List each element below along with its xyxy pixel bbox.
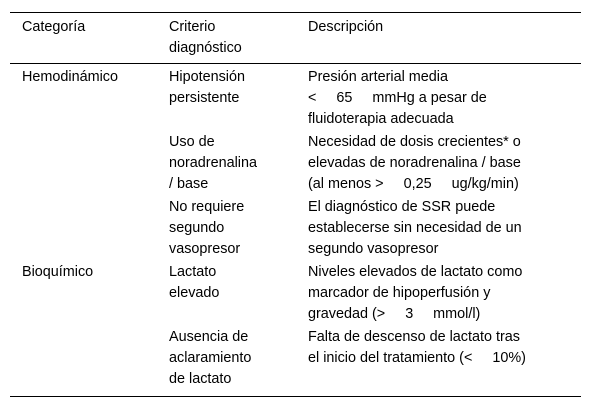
row5-criterion-line: aclaramiento [169, 350, 252, 366]
row1-criterion [169, 67, 245, 109]
header-criterio-line2: diagnóstico [169, 40, 242, 56]
row2-criterion-line: noradrenalina [169, 155, 258, 171]
header-criterio [169, 17, 242, 59]
row4-description-line: marcador de hipoperfusión y [308, 285, 491, 301]
row4-description [308, 262, 522, 325]
row1-criterion-line: persistente [169, 90, 240, 106]
row3-description-line: segundo vasopresor [308, 241, 439, 257]
row1-description-line: Presión arterial media [308, 69, 448, 85]
row1-description-line: < 65 mmHg a pesar de [308, 90, 487, 106]
row5-criterion-line: de lactato [169, 371, 232, 387]
row2-criterion-line: Uso de [169, 134, 215, 150]
row5-description-line: Falta de descenso de lactato tras [308, 329, 520, 345]
row3-criterion-line: vasopresor [169, 241, 241, 257]
row3-description-line: establecerse sin necesidad de un [308, 220, 522, 236]
row2-criterion [169, 132, 257, 195]
header-criterio-line1: Criterio [169, 19, 216, 35]
table-bottom-rule [10, 396, 581, 397]
row5-description-line: el inicio del tratamiento (< 10%) [308, 350, 526, 366]
row1-description [308, 67, 487, 130]
row5-description [308, 327, 526, 369]
row2-description-line: (al menos > 0,25 ug/kg/min) [308, 176, 519, 192]
row2-criterion-line: / base [169, 176, 209, 192]
row3-description-line: El diagnóstico de SSR puede [308, 199, 496, 215]
row4-criterion [169, 262, 219, 304]
table-top-rule [10, 12, 581, 13]
row3-criterion-line: No requiere [169, 199, 245, 215]
row5-criterion-line: Ausencia de [169, 329, 249, 345]
row1-category: Hemodinámico [22, 69, 118, 85]
row5-criterion [169, 327, 251, 390]
header-categoria: Categoría [22, 19, 86, 35]
row1-description-line: fluidoterapia adecuada [308, 111, 454, 127]
row4-description-line: Niveles elevados de lactato como [308, 264, 523, 280]
row3-criterion [169, 197, 244, 260]
row4-criterion-line: elevado [169, 285, 220, 301]
row4-criterion-line: Lactato [169, 264, 217, 280]
table-header-rule [10, 63, 581, 64]
header-descripcion: Descripción [308, 19, 384, 35]
row2-description-line: elevadas de noradrenalina / base [308, 155, 521, 171]
row3-description [308, 197, 522, 260]
row4-category: Bioquímico [22, 264, 94, 280]
row1-criterion-line: Hipotensión [169, 69, 246, 85]
row2-description [308, 132, 521, 195]
row3-criterion-line: segundo [169, 220, 225, 236]
row2-description-line: Necesidad de dosis crecientes* o [308, 134, 521, 150]
row4-description-line: gravedad (> 3 mmol/l) [308, 306, 481, 322]
